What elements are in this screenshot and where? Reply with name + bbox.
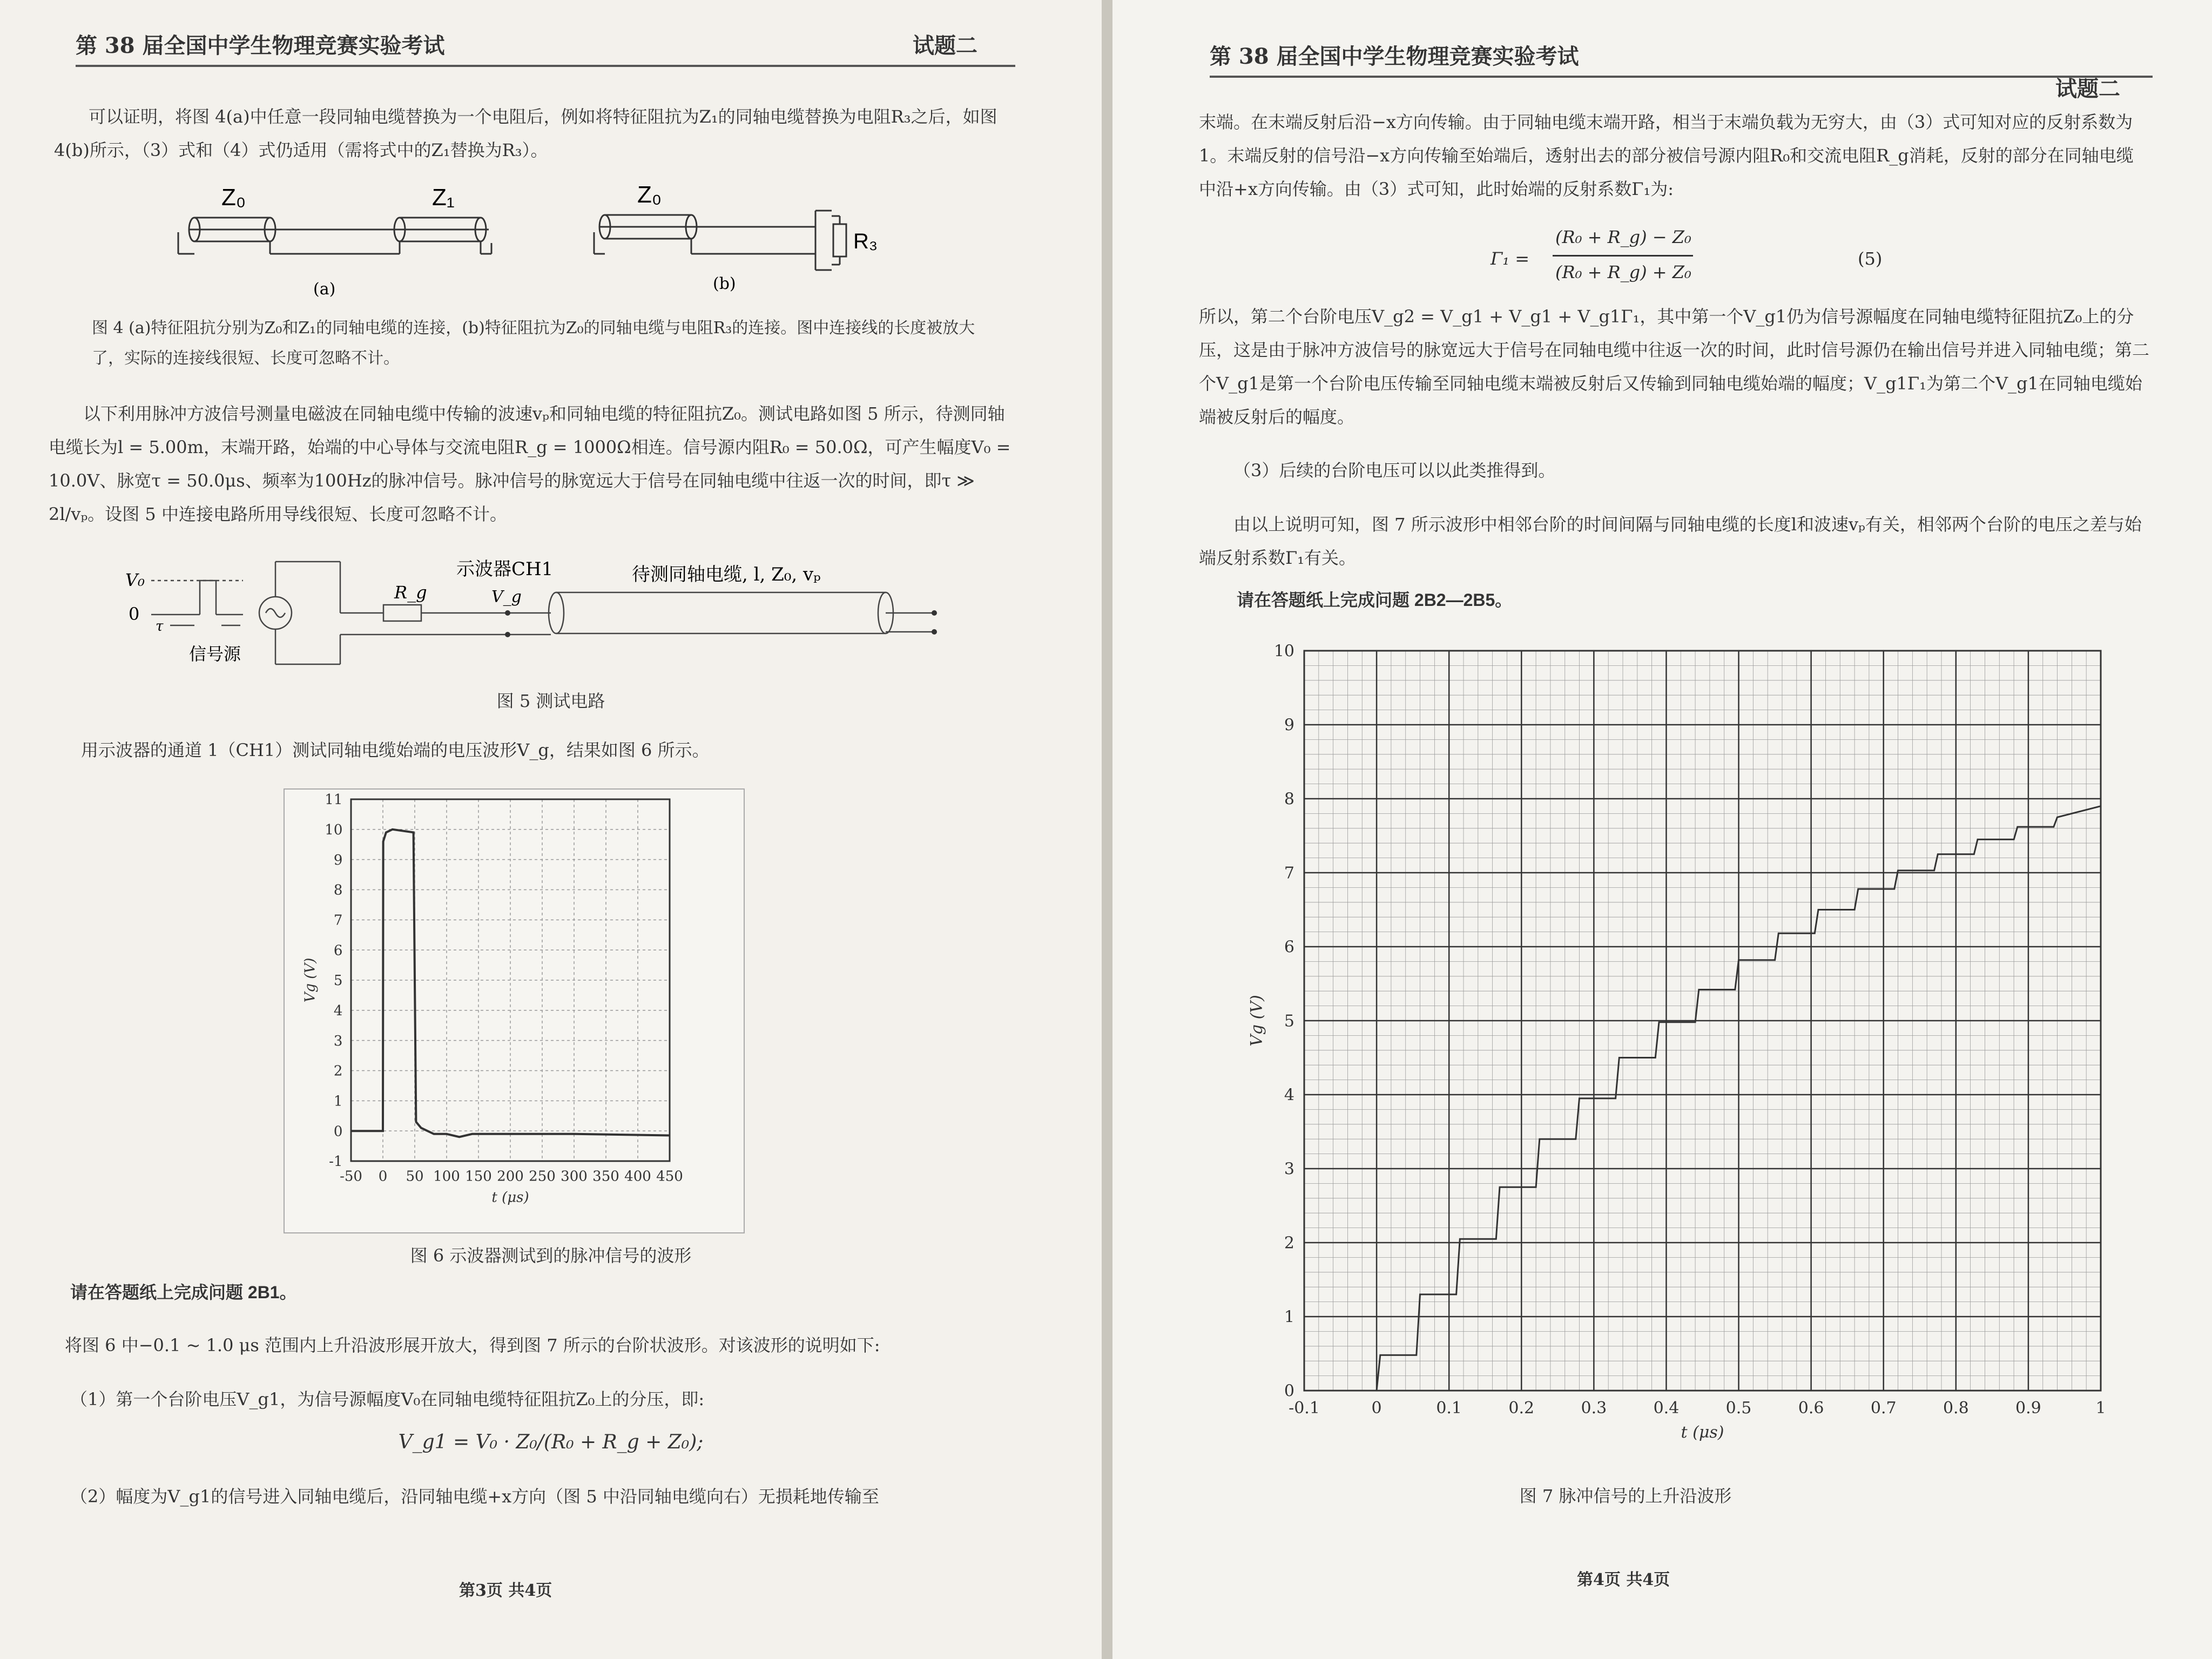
x-tick-label: 0.3: [1581, 1399, 1607, 1418]
x-tick-label: 0.6: [1798, 1399, 1824, 1418]
x-tick-label: 350: [592, 1168, 619, 1185]
y-axis-label: Vg (V): [1247, 995, 1266, 1047]
y-tick-label: 6: [333, 942, 343, 959]
zoom-paragraph: 将图 6 中−0.1 ~ 1.0 μs 范围内上升沿波形展开放大，得到图 7 所示的台阶状波形。对该波形的说明如下:: [65, 1335, 880, 1355]
fig5-source-label: 信号源: [189, 644, 241, 664]
gamma-denominator: (R₀ + R_g) + Z₀: [1555, 262, 1691, 282]
x-tick-label: 200: [497, 1168, 524, 1185]
figure-4: [162, 173, 918, 302]
gamma-equation: [1491, 227, 1977, 297]
intro-paragraph: 可以证明，将图 4(a)中任意一段同轴电缆替换为一个电阻后，例如将特征阻抗为Z₁的同轴电缆替换为电阻R₃之后，如图 4(b)所示，（3）式和（4）式仍适用（需将式中的Z₁替换为R₃）。: [54, 106, 997, 160]
right-para2: 所以，第二个台阶电压V_g2 = V_g1 + V_g1 + V_g1Γ₁，其中第一个V_g1仍为信号源幅度在同轴电缆特征阻抗Z₀上的分压，这是由于脉冲方波信号的脉宽远大于信号在同轴电缆中往返一次的时间，此时信号源仍在输出信号并进入同轴电缆；第二个V_g1是第一个台阶电压传输至同轴电缆末端被反射后又传输到同轴电缆始端的幅度；V_g1Γ₁为第二个V_g1在同轴电缆始端被反射后的幅度。: [1199, 306, 2150, 427]
x-tick-label: 1: [2095, 1399, 2106, 1418]
x-tick-label: -0.1: [1289, 1399, 1320, 1418]
x-tick-label: 0: [378, 1168, 388, 1185]
y-tick-label: 4: [333, 1002, 343, 1019]
right-footer: 第4页 共4页: [1577, 1570, 1670, 1589]
gamma-label: Γ₁ =: [1491, 248, 1530, 269]
y-tick-label: 1: [333, 1093, 343, 1110]
right-para4: 由以上说明可知，图 7 所示波形中相邻台阶的时间间隔与同轴电缆的长度l和波速vₚ有关，相邻两个台阶的电压之差与始端反射系数Γ₁有关。: [1199, 514, 2142, 568]
item2-paragraph: （2）幅度为V_g1的信号进入同轴电缆后，沿同轴电缆+x方向（图 5 中沿同轴电缆向右）无损耗地传输至: [70, 1486, 879, 1507]
header-title: 第 38 届全国中学生物理竞赛实验考试: [1210, 44, 1579, 69]
method-paragraph: 以下利用脉冲方波信号测量电磁波在同轴电缆中传输的波速vₚ和同轴电缆的特征阻抗Z₀。测试电路如图 5 所示，待测同轴电缆长为l = 5.00m，末端开路，始端的中心导体与交流电阻R_g = 1000Ω相连。信号源内阻R₀ = 50.0Ω，可产生幅度V₀ = 10.0V、脉宽τ = 50.0μs、频率为100Hz的脉冲信号。脉冲信号的脉宽远大于信号在同轴电缆中往返一次的时间，即τ ≫ 2l/vₚ。设图 5 中连接电路所用导线很短、长度可忽略不计。: [49, 403, 1011, 524]
gamma-numerator: (R₀ + R_g) − Z₀: [1555, 227, 1691, 247]
header-title: 第 38 届全国中学生物理竞赛实验考试: [76, 33, 445, 58]
y-tick-label: 2: [1284, 1233, 1294, 1253]
y-tick-label: 6: [1284, 938, 1294, 957]
left-footer: 第3页 共4页: [459, 1581, 552, 1600]
right-header: [1210, 32, 2153, 102]
task-2b1: 请在答题纸上完成问题 2B1。: [70, 1283, 297, 1302]
x-tick-label: 450: [656, 1168, 683, 1185]
y-tick-label: 3: [1284, 1159, 1294, 1179]
node-dot: [932, 610, 937, 616]
fig7-caption: 图 7 脉冲信号的上升沿波形: [1519, 1486, 1732, 1506]
task-2b2: 请在答题纸上完成问题 2B2—2B5。: [1237, 590, 1513, 610]
right-para1: 末端。在末端反射后沿−x方向传输。由于同轴电缆末端开路，相当于末端负载为无穷大，由（3）式可知对应的反射系数为 1。末端反射的信号沿−x方向传输至始端后，透射出去的部分被信号源内阻R₀和交流电阻R_g消耗，反射的部分在同轴电缆中沿+x方向传输。由（3）式可知，此时始端的反射系数Γ₁为:: [1199, 112, 2134, 199]
y-tick-label: 7: [333, 912, 343, 929]
y-tick-label: 5: [1284, 1011, 1294, 1031]
fig5-cable-label: 待测同轴电缆, l, Z₀, vₚ: [632, 564, 821, 585]
x-tick-label: 0.2: [1508, 1399, 1535, 1418]
series-line: [1304, 806, 2101, 1391]
y-tick-label: 10: [325, 821, 343, 838]
fig5-caption: 图 5 测试电路: [496, 691, 605, 711]
fig4-caption: 图 4 (a)特征阻抗分别为Z₀和Z₁的同轴电缆的连接，(b)特征阻抗为Z₀的同轴电缆与电阻R₃的连接。图中连接线的长度被放大了，实际的连接线很短、长度可忽略不计。: [92, 319, 975, 368]
fig5-v0: V₀: [125, 570, 145, 590]
fig4b-sublabel: (b): [713, 274, 736, 293]
x-tick-label: 150: [465, 1168, 492, 1185]
y-tick-label: 0: [333, 1123, 343, 1140]
right-para3: （3）后续的台阶电压可以以此类推得到。: [1233, 460, 1556, 481]
x-tick-label: 300: [561, 1168, 588, 1185]
x-tick-label: -50: [340, 1168, 362, 1185]
fig5-zero: 0: [129, 604, 140, 624]
x-tick-label: 0.4: [1653, 1399, 1680, 1418]
fig4b-z0-label: Z₀: [637, 181, 662, 208]
y-tick-label: 3: [333, 1033, 343, 1049]
fig4a-sublabel: (a): [313, 280, 336, 299]
y-tick-label: 9: [1284, 716, 1294, 735]
fig6-chart: [284, 788, 743, 1231]
header-section: 试题二: [913, 33, 977, 58]
equation-number: (5): [1858, 248, 1883, 269]
fig5-rg: R_g: [394, 582, 427, 603]
y-tick-label: 11: [325, 792, 343, 808]
y-tick-label: 7: [1284, 864, 1294, 883]
y-tick-label: 4: [1284, 1085, 1294, 1105]
fig6-caption: 图 6 示波器测试到的脉冲信号的波形: [410, 1245, 692, 1266]
x-tick-label: 0.5: [1725, 1399, 1752, 1418]
fig7-chart: [1247, 632, 2122, 1442]
x-axis-label: t (μs): [491, 1189, 529, 1206]
x-tick-label: 0.1: [1436, 1399, 1462, 1418]
y-tick-label: 10: [1273, 642, 1294, 661]
fig5-tau: τ: [156, 618, 164, 635]
node-dot: [505, 610, 510, 616]
fig4a-z0-label: Z₀: [221, 184, 246, 211]
y-tick-label: 2: [333, 1063, 343, 1080]
y-tick-label: 5: [333, 973, 343, 989]
item1-paragraph: （1）第一个台阶电压V_g1，为信号源幅度V₀在同轴电缆特征阻抗Z₀上的分压，即:: [70, 1389, 705, 1410]
header-section: 试题二: [2055, 76, 2120, 102]
left-header: [76, 22, 1015, 67]
x-tick-label: 0.9: [2015, 1399, 2041, 1418]
x-tick-label: 50: [406, 1168, 424, 1185]
x-tick-label: 100: [433, 1168, 460, 1185]
right-page: [1112, 0, 2212, 1659]
y-tick-label: 8: [333, 882, 343, 899]
y-tick-label: 9: [333, 852, 343, 868]
fig4a-z1-label: Z₁: [432, 184, 455, 211]
x-tick-label: 0: [1371, 1399, 1382, 1418]
y-tick-label: 0: [1284, 1381, 1294, 1401]
fig5-scope-label: 示波器CH1: [456, 558, 554, 580]
x-tick-label: 0.8: [1943, 1399, 1969, 1418]
node-dot: [505, 632, 510, 637]
y-axis-label: Vg (V): [302, 957, 319, 1003]
y-tick-label: 1: [1284, 1307, 1294, 1327]
figure-5: [119, 551, 961, 686]
x-tick-label: 250: [529, 1168, 556, 1185]
left-page: [0, 0, 1102, 1659]
fig5-vg: V_g: [491, 588, 522, 606]
y-tick-label: 8: [1284, 790, 1294, 809]
formula-vg1: V_g1 = V₀ · Z₀/(R₀ + R_g + Z₀);: [398, 1431, 704, 1453]
fraction-bar: [1553, 255, 1693, 257]
y-tick-label: -1: [329, 1154, 343, 1170]
x-tick-label: 0.7: [1870, 1399, 1897, 1418]
x-axis-label: t (μs): [1681, 1423, 1724, 1442]
fig4b-r3-label: R₃: [853, 230, 878, 253]
fig6-intro: 用示波器的通道 1（CH1）测试同轴电缆始端的电压波形V_g，结果如图 6 所示。: [81, 740, 710, 760]
x-tick-label: 400: [624, 1168, 651, 1185]
node-dot: [932, 629, 937, 635]
